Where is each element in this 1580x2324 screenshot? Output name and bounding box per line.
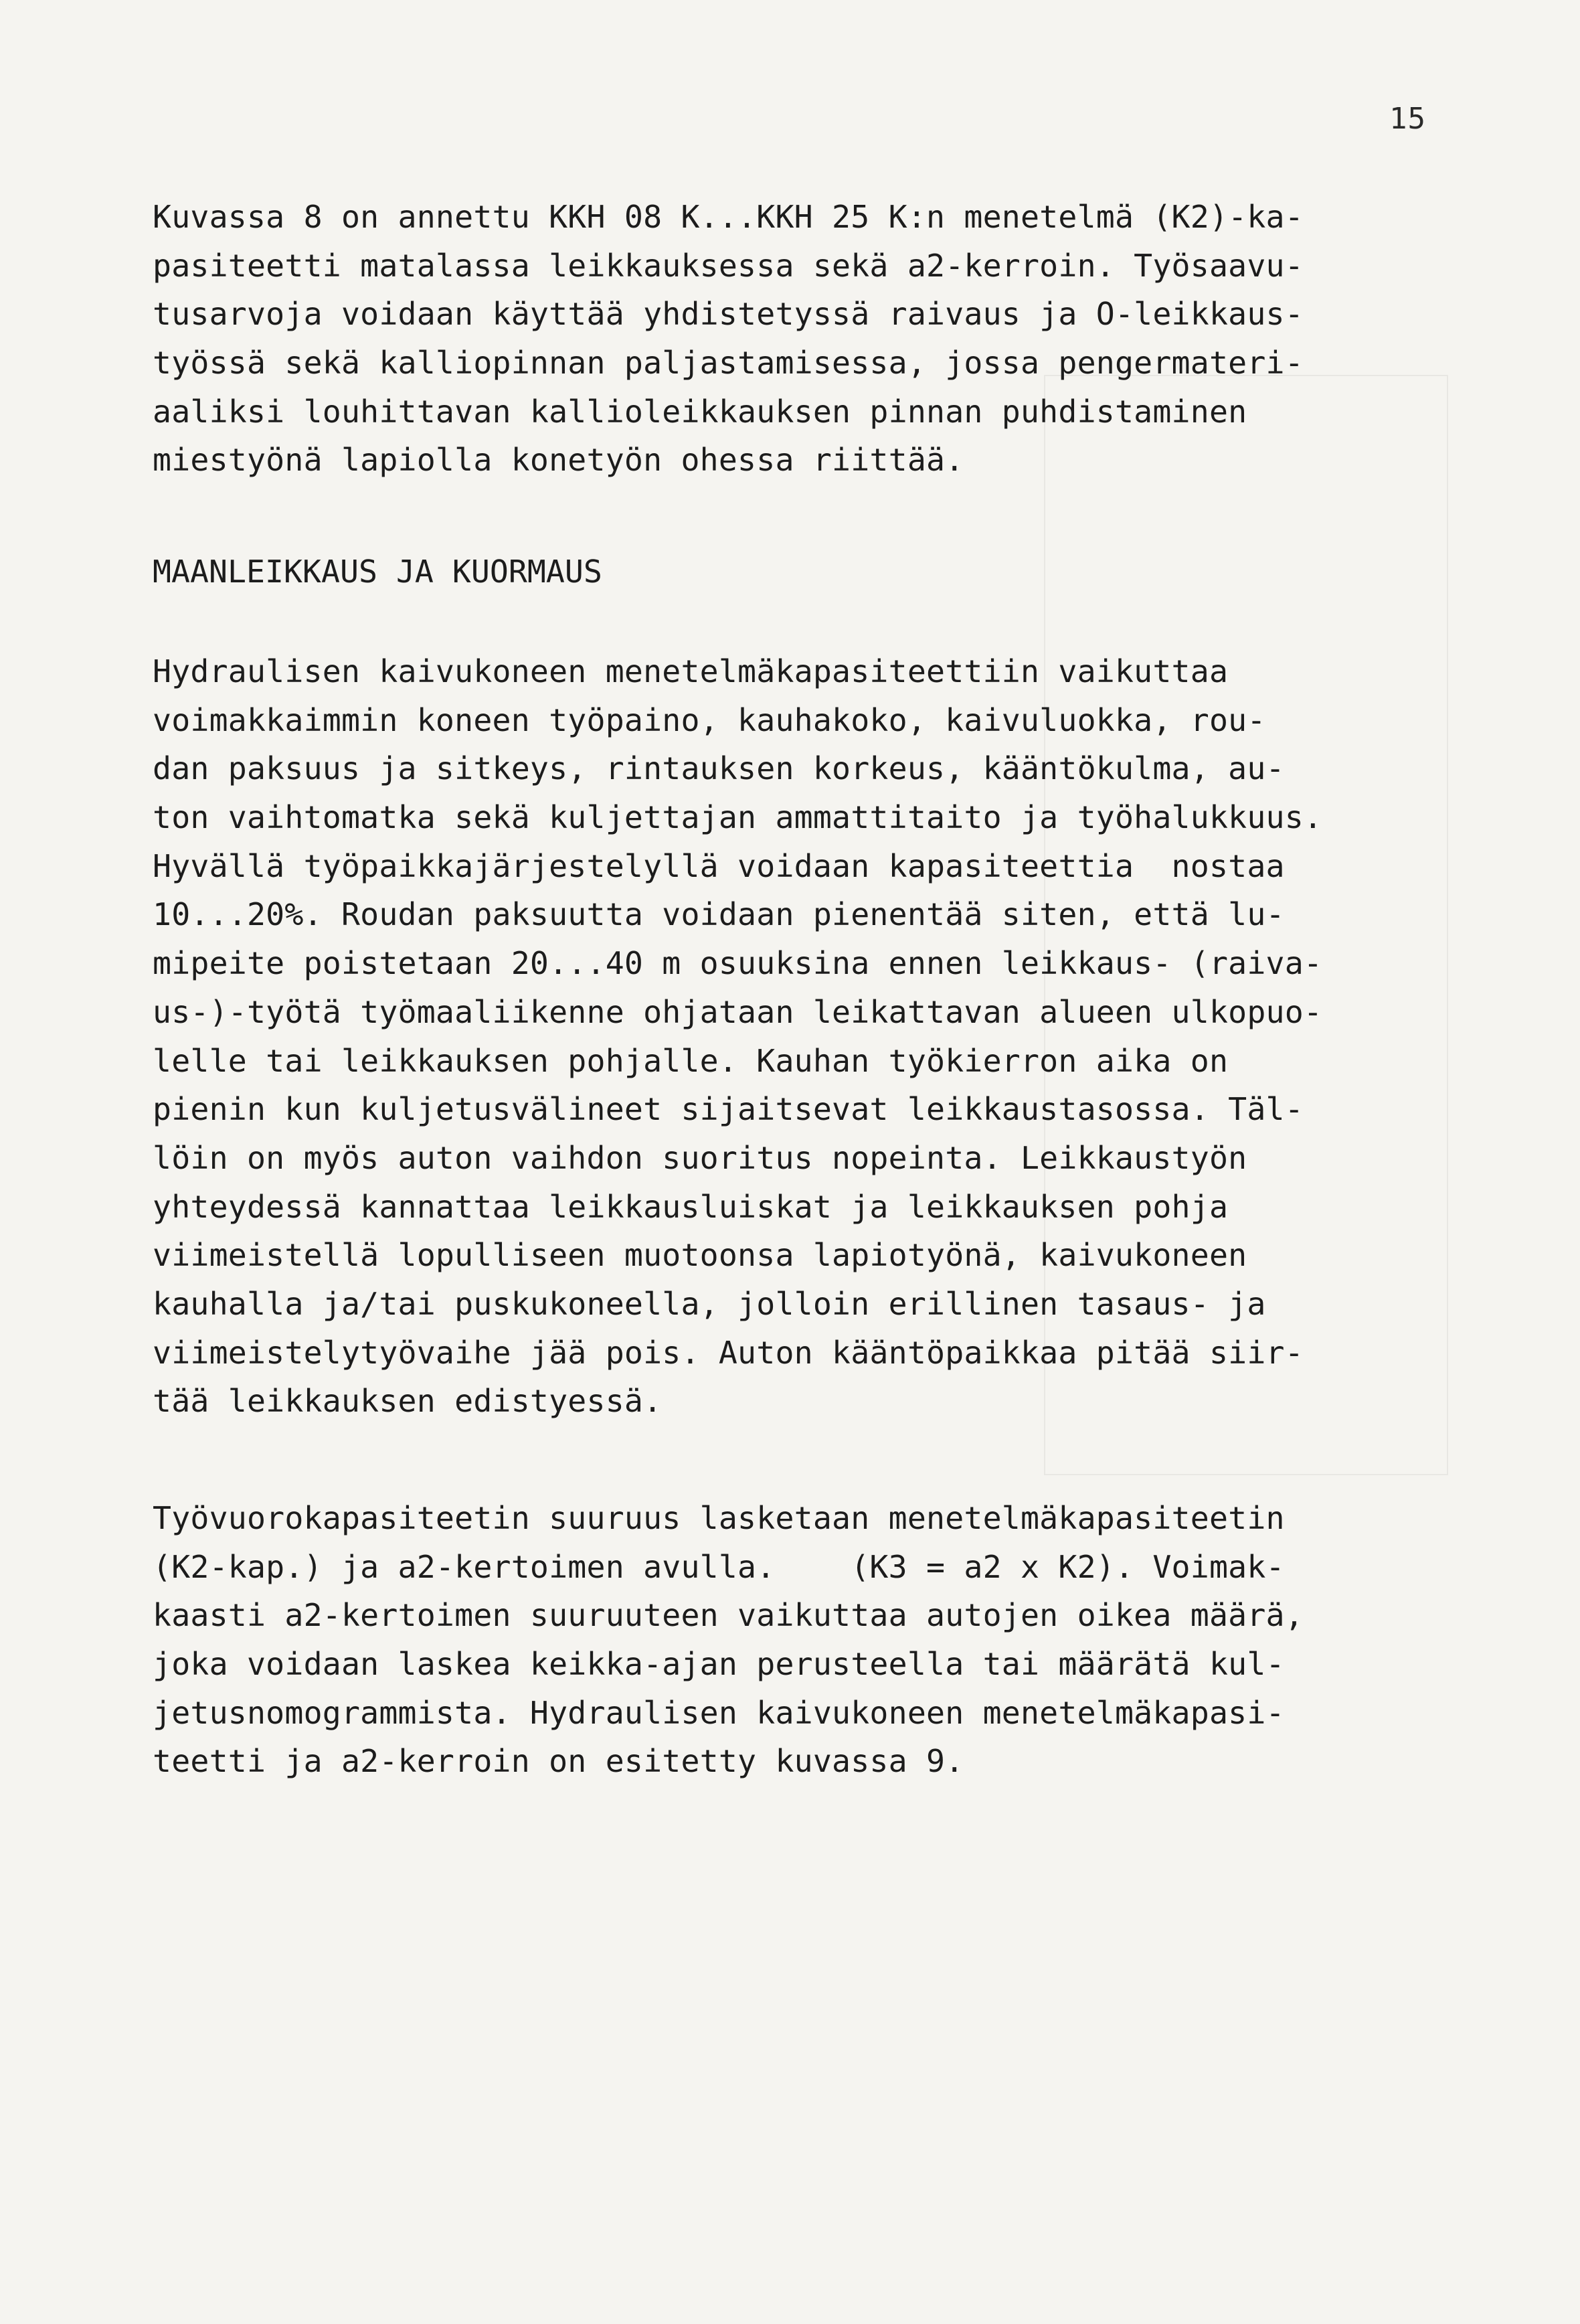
text-line: viimeistelytyövaihe jää pois. Auton kääntöpaikkaa pitää siir- <box>153 1334 1304 1371</box>
text-line: 10...20%. Roudan paksuutta voidaan pienentää siten, että lu- <box>153 896 1285 933</box>
text-line: pasiteetti matalassa leikkauksessa sekä a2-kerroin. Työsaavu- <box>153 247 1304 284</box>
paragraph-shift-capacity <box>153 1494 1464 1786</box>
text-line: kaasti a2-kertoimen suuruuteen vaikuttaa autojen oikea määrä, <box>153 1597 1304 1634</box>
text-line: työssä sekä kalliopinnan paljastamisessa, jossa pengermateri- <box>153 345 1304 382</box>
text-line: lelle tai leikkauksen pohjalle. Kauhan työkierron aika on <box>153 1042 1229 1079</box>
text-line: tää leikkauksen edistyessä. <box>153 1383 663 1420</box>
text-line: yhteydessä kannattaa leikkausluiskat ja leikkauksen pohja <box>153 1188 1229 1225</box>
text-line: Hydraulisen kaivukoneen menetelmäkapasiteettiin vaikuttaa <box>153 653 1229 689</box>
paragraph-excavator-factors <box>153 647 1464 1426</box>
text-line: ton vaihtomatka sekä kuljettajan ammattitaito ja työhalukkuus. <box>153 799 1323 836</box>
text-line: jetusnomogrammista. Hydraulisen kaivukoneen menetelmäkapasi- <box>153 1694 1285 1731</box>
text-line: kauhalla ja/tai puskukoneella, jolloin erillinen tasaus- ja <box>153 1285 1266 1322</box>
text-line: Hyvällä työpaikkajärjestelyllä voidaan kapasiteettia nostaa <box>153 847 1285 884</box>
text-line: voimakkaimmin koneen työpaino, kauhakoko, kaivuluokka, rou- <box>153 701 1266 738</box>
text-line: pienin kun kuljetusvälineet sijaitsevat leikkaustasossa. Täl- <box>153 1091 1304 1128</box>
text-line: Kuvassa 8 on annettu KKH 08 K...KKH 25 K:n menetelmä (K2)-ka- <box>153 199 1304 235</box>
page-number: 15 <box>1389 102 1426 136</box>
text-line: joka voidaan laskea keikka-ajan perusteella tai määrätä kul- <box>153 1646 1285 1683</box>
paragraph-intro <box>153 193 1464 485</box>
text-line: viimeistellä lopulliseen muotoonsa lapiotyönä, kaivukoneen <box>153 1237 1247 1274</box>
text-line: miestyönä lapiolla konetyön ohessa riittää. <box>153 442 964 479</box>
text-line: (K2-kap.) ja a2-kertoimen avulla. (K3 = a2 x K2). Voimak- <box>153 1548 1285 1585</box>
text-line: tusarvoja voidaan käyttää yhdistetyssä raivaus ja O-leikkaus- <box>153 296 1304 333</box>
text-line: us-)-työtä työmaaliikenne ohjataan leikattavan alueen ulkopuo- <box>153 993 1323 1030</box>
text-line: aaliksi louhittavan kallioleikkauksen pinnan puhdistaminen <box>153 393 1247 430</box>
text-line: teetti ja a2-kerroin on esitetty kuvassa 9. <box>153 1743 964 1780</box>
text-line: mipeite poistetaan 20...40 m osuuksina ennen leikkaus- (raiva- <box>153 945 1323 982</box>
section-heading: MAANLEIKKAUS JA KUORMAUS <box>153 554 602 590</box>
text-line: dan paksuus ja sitkeys, rintauksen korkeus, kääntökulma, au- <box>153 750 1285 787</box>
text-line: Työvuorokapasiteetin suuruus lasketaan menetelmäkapasiteetin <box>153 1500 1285 1536</box>
text-line: löin on myös auton vaihdon suoritus nopeinta. Leikkaustyön <box>153 1139 1247 1176</box>
